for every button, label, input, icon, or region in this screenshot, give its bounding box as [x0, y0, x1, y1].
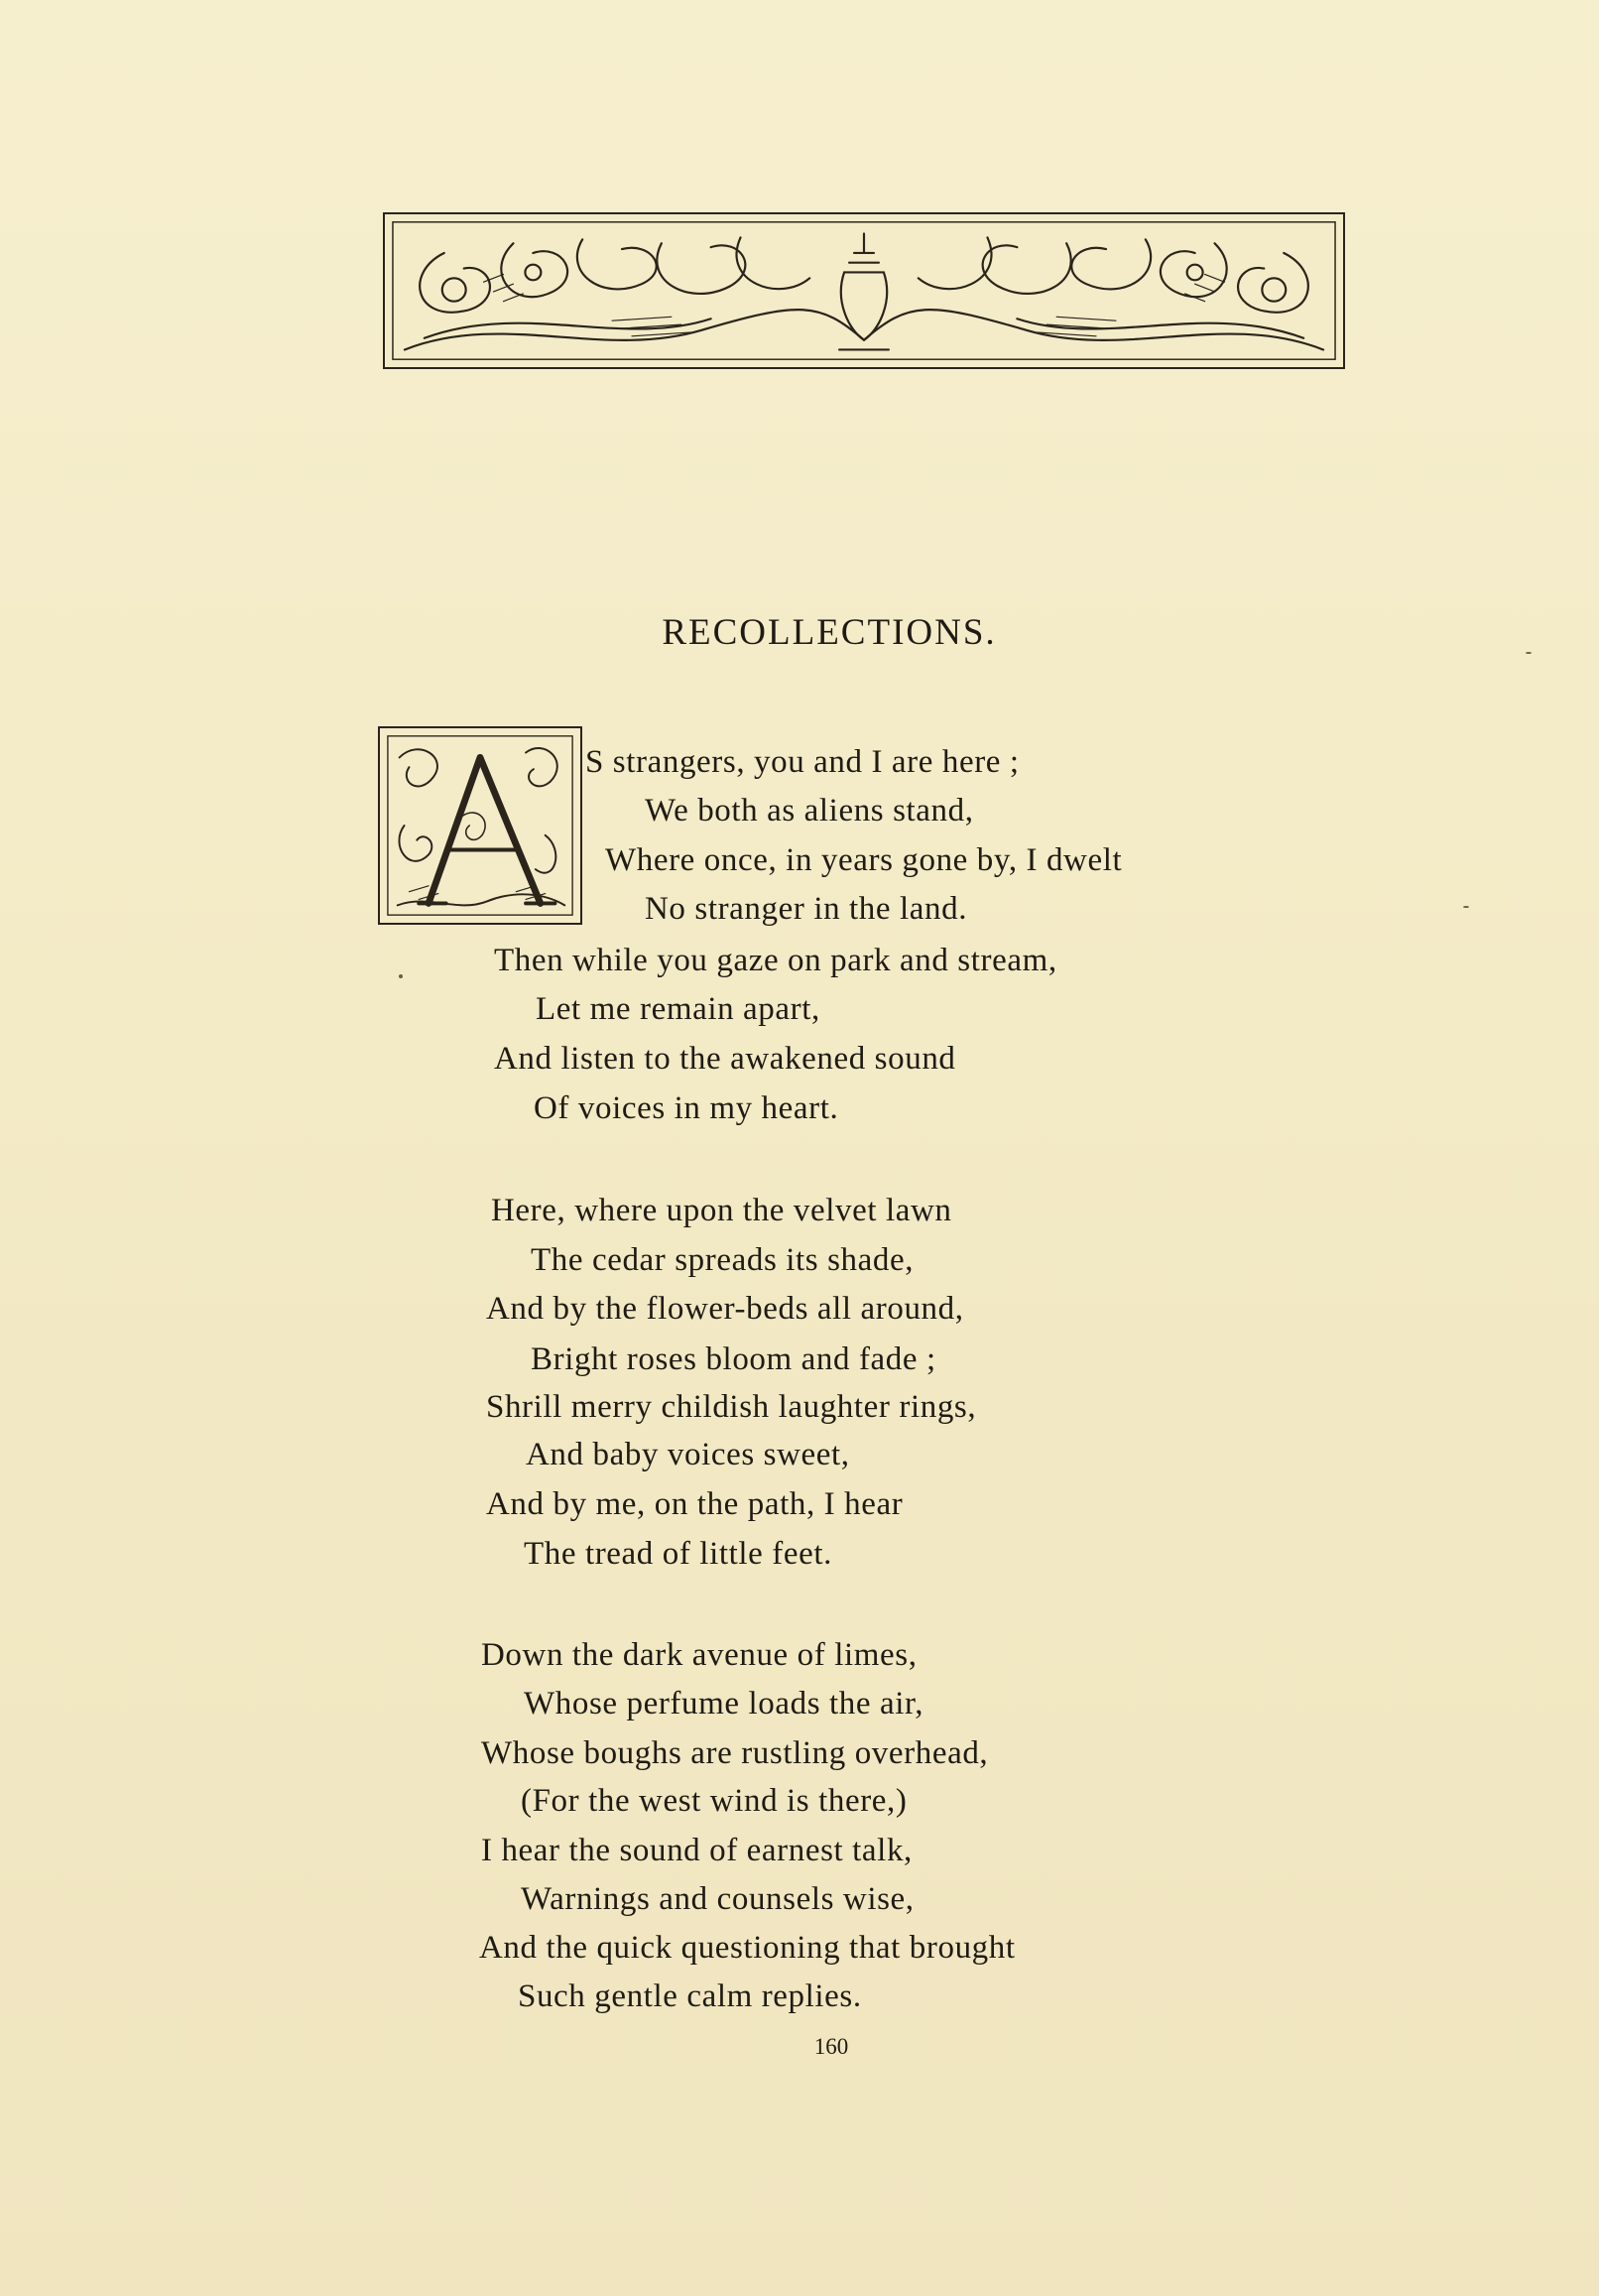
poem-line: Whose boughs are rustling overhead, — [481, 1735, 989, 1771]
poem-line: The tread of little feet. — [524, 1536, 832, 1572]
poem-line: Warnings and counsels wise, — [521, 1881, 915, 1917]
decorated-letter-a-icon — [380, 728, 580, 923]
poem-line: And the quick questioning that brought — [479, 1930, 1016, 1966]
poem-title: RECOLLECTIONS. — [662, 612, 997, 653]
poem-line: Shrill merry childish laughter rings, — [486, 1389, 977, 1425]
poem-line: And by the flower-beds all around, — [486, 1291, 964, 1327]
poem-line: I hear the sound of earnest talk, — [481, 1833, 913, 1868]
poem-line: Then while you gaze on park and stream, — [494, 943, 1057, 978]
poem-line: And by me, on the path, I hear — [486, 1486, 904, 1522]
poem-line: (For the west wind is there,) — [521, 1783, 908, 1819]
poem-line: We both as aliens stand, — [645, 793, 974, 829]
print-speck — [399, 974, 403, 978]
illuminated-initial — [378, 726, 582, 925]
poem-line: Whose perfume loads the air, — [524, 1686, 924, 1722]
poem-line: Here, where upon the velvet lawn — [491, 1193, 952, 1228]
poem-line: Of voices in my heart. — [534, 1090, 839, 1126]
poem-line: And baby voices sweet, — [526, 1437, 850, 1472]
poem-line: Where once, in years gone by, I dwelt — [605, 842, 1123, 878]
poem-line: No stranger in the land. — [645, 891, 968, 927]
poem-line: The cedar spreads its shade, — [531, 1242, 915, 1278]
poem-line: And listen to the awakened sound — [494, 1041, 956, 1077]
ornamental-headpiece — [383, 212, 1345, 369]
poem-line: Bright roses bloom and fade ; — [531, 1341, 936, 1377]
page-number: 160 — [813, 2034, 849, 2059]
print-speck — [1463, 906, 1469, 908]
poem-line: Down the dark avenue of limes, — [481, 1637, 918, 1673]
print-speck — [1526, 652, 1532, 654]
poem-line: Such gentle calm replies. — [518, 1978, 862, 2014]
poem-line: Let me remain apart, — [536, 991, 820, 1027]
floral-scroll-ornament — [385, 214, 1343, 367]
poem-line: S strangers, you and I are here ; — [585, 744, 1020, 780]
